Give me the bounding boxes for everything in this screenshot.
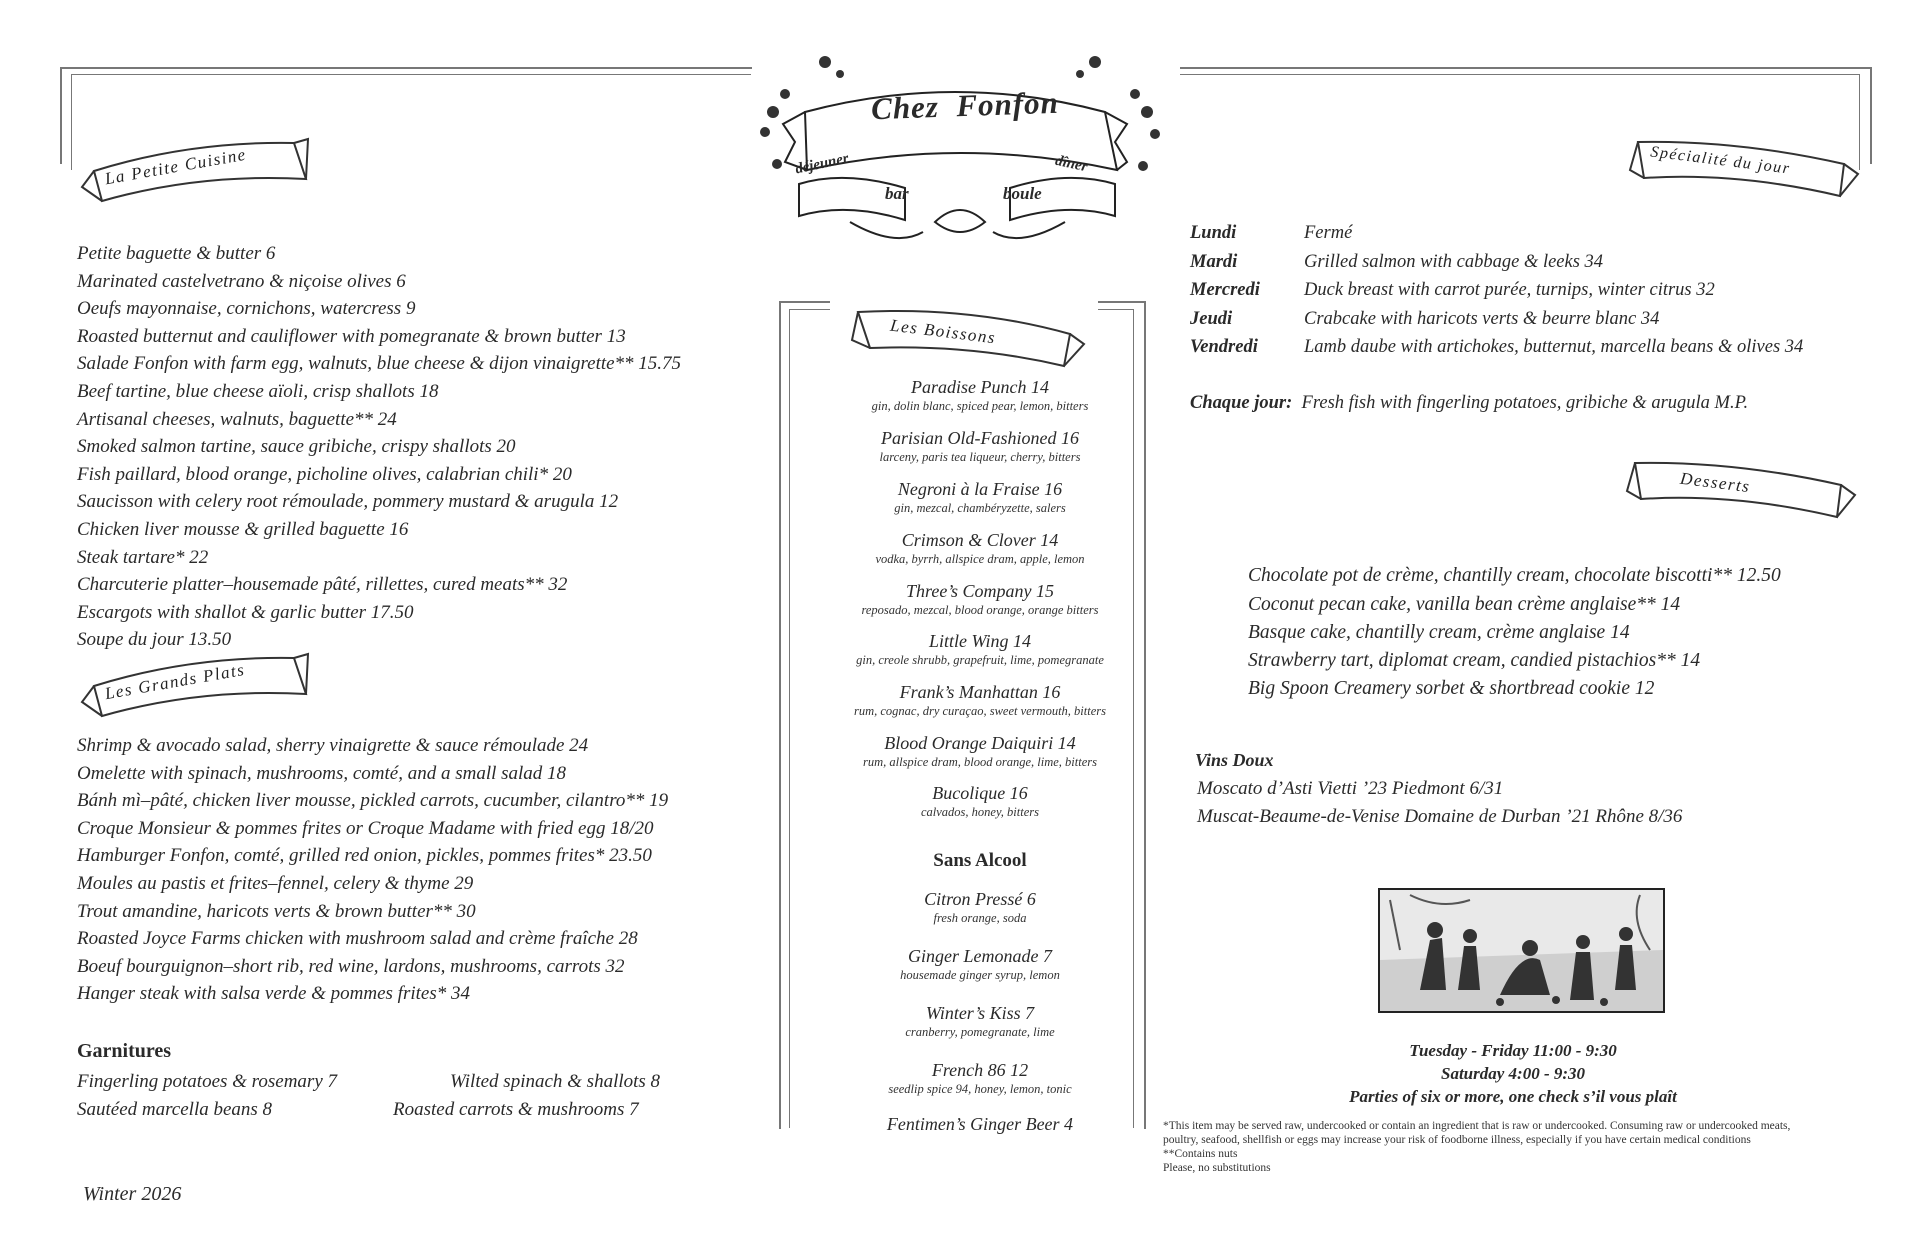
drink-item (790, 888, 1170, 926)
list-item: Roasted butternut and cauliflower with pomegranate & brown butter 13 (77, 325, 626, 347)
special-day: Lundi (1190, 223, 1237, 243)
drink-item (790, 945, 1170, 983)
garniture-item: Wilted spinach & shallots 8 (450, 1071, 661, 1092)
banner-desserts (1625, 457, 1855, 519)
dessert-item: Strawberry tart, diplomat cream, candied pistachios** 14 (1248, 650, 1701, 671)
drink-desc: rum, cognac, dry curaçao, sweet vermouth, bitters (853, 704, 1107, 718)
list-item: Saucisson with celery root rémoulade, pommery mustard & arugula 12 (77, 491, 619, 513)
drink-item (790, 1002, 1170, 1040)
special-row (1190, 280, 1715, 301)
hours-line: Tuesday - Friday 11:00 - 9:30 (1409, 1041, 1617, 1060)
drink-item (790, 1059, 1170, 1097)
list-item: Omelette with spinach, mushrooms, comté, and a small salad 18 (77, 762, 567, 784)
drink-name: Parisian Old-Fashioned 16 (881, 428, 1079, 448)
drink-name: Winter’s Kiss 7 (925, 1003, 1035, 1023)
drink-name: Ginger Lemonade 7 (908, 946, 1052, 966)
banner-specialite-label: Spécialité du jour (1649, 143, 1792, 178)
disclaimer-line: *This item may be served raw, undercooked or contain an ingredient that is raw or undercooked. Consuming raw or undercooked meats, (1163, 1120, 1791, 1132)
banner-grands-plats (80, 650, 310, 718)
dessert-item: Basque cake, chantilly cream, crème anglaise 14 (1248, 622, 1630, 643)
banner-petite-cuisine (80, 135, 310, 203)
logo-ribbon-dejeuner: déjeuner (793, 150, 851, 178)
drink-desc: housemade ginger syrup, lemon (900, 968, 1060, 982)
list-item: Oeufs mayonnaise, cornichons, watercress 9 (77, 298, 416, 320)
drink-desc: gin, creole shrubb, grapefruit, lime, pomegranate (856, 653, 1104, 667)
special-dish: Crabcake with haricots verts & beurre blanc 34 (1304, 309, 1660, 329)
special-row (1190, 252, 1603, 273)
list-item: Marinated castelvetrano & niçoise olives 6 (77, 270, 406, 292)
hours-line: Parties of six or more, one check s’il vous plaît (1349, 1087, 1677, 1106)
drink-name: French 86 12 (931, 1060, 1029, 1080)
drink-item (790, 580, 1170, 618)
boule-illustration (1378, 888, 1665, 1013)
drink-desc: reposado, mezcal, blood orange, orange bitters (861, 603, 1099, 617)
drink-item (790, 782, 1170, 820)
drink-item (790, 529, 1170, 567)
list-item: Chicken liver mousse & grilled baguette 16 (77, 518, 409, 540)
vin-item: Moscato d’Asti Vietti ’23 Piedmont 6/31 (1197, 778, 1504, 799)
list-item: Croque Monsieur & pommes frites or Croque Madame with fried egg 18/20 (77, 817, 654, 839)
drink-desc: fresh orange, soda (933, 911, 1027, 925)
drink-name: Negroni à la Fraise 16 (897, 479, 1063, 499)
list-item: Trout amandine, haricots verts & brown butter** 30 (77, 900, 476, 922)
garniture-item: Roasted carrots & mushrooms 7 (393, 1099, 639, 1120)
list-item: Beef tartine, blue cheese aïoli, crisp shallots 18 (77, 380, 439, 402)
season-label: Winter 2026 (83, 1183, 182, 1205)
disclaimer-line: **Contains nuts (1163, 1148, 1238, 1160)
chaque-jour-label: Chaque jour: (1190, 393, 1293, 413)
special-dish: Lamb daube with artichokes, butternut, marcella beans & olives 34 (1304, 337, 1804, 357)
logo-ribbon-diner: dîner (1053, 152, 1089, 176)
garnitures-title: Garnitures (77, 1040, 172, 1062)
drink-desc: vodka, byrrh, allspice dram, apple, lemon (875, 552, 1085, 566)
list-item: Smoked salmon tartine, sauce gribiche, crispy shallots 20 (77, 436, 516, 458)
drink-desc: seedlip spice 94, honey, lemon, tonic (888, 1082, 1072, 1096)
special-row (1190, 309, 1659, 330)
drink-desc: larceny, paris tea liqueur, cherry, bitters (879, 450, 1081, 464)
hours-line: Saturday 4:00 - 9:30 (1440, 1064, 1586, 1083)
special-dish: Fermé (1304, 223, 1353, 243)
list-item: Artisanal cheeses, walnuts, baguette** 24 (77, 408, 397, 430)
special-dish: Grilled salmon with cabbage & leeks 34 (1304, 252, 1604, 272)
list-item: Boeuf bourguignon–short rib, red wine, lardons, mushrooms, carrots 32 (77, 955, 625, 977)
list-item: Shrimp & avocado salad, sherry vinaigrette & sauce rémoulade 24 (77, 735, 589, 756)
garniture-item: Sautéed marcella beans 8 (77, 1099, 273, 1120)
disclaimer-line: poultry, seafood, shellfish or eggs may increase your risk of foodborne illness, especially if you have certain medical conditions (1163, 1134, 1751, 1146)
drink-item (790, 681, 1170, 719)
special-day: Vendredi (1190, 337, 1258, 357)
list-item: Steak tartare* 22 (77, 546, 209, 568)
drink-desc: calvados, honey, bitters (920, 805, 1040, 819)
dessert-item: Coconut pecan cake, vanilla bean crème anglaise** 14 (1248, 594, 1681, 615)
special-dish: Duck breast with carrot purée, turnips, winter citrus 32 (1304, 280, 1715, 300)
garniture-item: Fingerling potatoes & rosemary 7 (77, 1071, 337, 1092)
drink-name: Bucolique 16 (932, 783, 1028, 803)
banner-boissons-label: Les Boissons (889, 315, 998, 348)
special-row (1190, 337, 1803, 358)
banner-specialite (1628, 136, 1858, 198)
drink-item (790, 376, 1170, 414)
list-item: Escargots with shallot & garlic butter 17.50 (77, 601, 414, 623)
logo-title: Chez Fonfon (870, 84, 1060, 127)
chaque-jour-text: Fresh fish with fingerling potatoes, gribiche & arugula M.P. (1301, 393, 1749, 413)
banner-grands-plats-label: Les Grands Plats (103, 659, 247, 704)
logo-ribbon-bar: bar (885, 184, 909, 203)
list-item: Charcuterie platter–housemade pâté, rillettes, cured meats** 32 (77, 574, 568, 596)
drink-item (790, 478, 1170, 516)
drink-item (790, 427, 1170, 465)
list-item: Soupe du jour 13.50 (77, 629, 232, 651)
drink-desc: gin, mezcal, chambéryzette, salers (894, 501, 1066, 515)
petite-cuisine-list (77, 240, 681, 654)
sans-alcool-title: Sans Alcool (933, 850, 1027, 871)
banner-boissons (850, 304, 1085, 370)
drink-item (790, 630, 1170, 668)
list-item: Moules au pastis et frites–fennel, celery & thyme 29 (77, 872, 474, 894)
logo (755, 52, 1167, 248)
disclaimer-line: Please, no substitutions (1163, 1162, 1271, 1174)
drink-name: Frank’s Manhattan 16 (899, 682, 1061, 702)
drink-name: Blood Orange Daiquiri 14 (884, 733, 1076, 753)
drink-name: Crimson & Clover 14 (901, 530, 1059, 550)
drink-name: Little Wing 14 (928, 631, 1031, 651)
special-day: Jeudi (1190, 309, 1233, 329)
list-item: Hanger steak with salsa verde & pommes frites* 34 (77, 983, 470, 1005)
banner-petite-cuisine-label: La Petite Cuisine (103, 144, 249, 189)
drink-item (790, 732, 1170, 770)
logo-ribbon-boule: boule (1003, 184, 1042, 203)
chaque-jour (1190, 393, 1748, 414)
list-item: Roasted Joyce Farms chicken with mushroom salad and crème fraîche 28 (77, 928, 638, 950)
drink-desc: gin, dolin blanc, spiced pear, lemon, bitters (871, 399, 1089, 413)
list-item: Fish paillard, blood orange, picholine olives, calabrian chili* 20 (77, 463, 572, 485)
drink-name: Three’s Company 15 (906, 581, 1054, 601)
dessert-item: Big Spoon Creamery sorbet & shortbread cookie 12 (1248, 678, 1655, 699)
drink-name: Paradise Punch 14 (911, 377, 1049, 397)
drink-name: Fentimen’s Ginger Beer 4 (886, 1114, 1074, 1134)
drink-desc: cranberry, pomegranate, lime (905, 1025, 1055, 1039)
grands-plats-list (77, 732, 668, 1008)
list-item: Hamburger Fonfon, comté, grilled red onion, pickles, pommes frites* 23.50 (77, 845, 652, 867)
vins-doux-title: Vins Doux (1195, 750, 1274, 770)
vin-item: Muscat-Beaume-de-Venise Domaine de Durban ’21 Rhône 8/36 (1197, 806, 1683, 827)
special-row (1190, 223, 1352, 244)
list-item: Petite baguette & butter 6 (77, 243, 276, 264)
list-item: Salade Fonfon with farm egg, walnuts, blue cheese & dijon vinaigrette** 15.75 (77, 353, 682, 375)
petanque-players-icon (1380, 890, 1663, 1011)
list-item: Bánh mì–pâté, chicken liver mousse, pickled carrots, cucumber, cilantro** 19 (77, 790, 669, 812)
special-day: Mercredi (1190, 280, 1260, 300)
banner-desserts-label: Desserts (1679, 468, 1752, 497)
special-day: Mardi (1190, 252, 1238, 272)
logo-ornament-icon (755, 52, 1167, 248)
dessert-item: Chocolate pot de crème, chantilly cream, chocolate biscotti** 12.50 (1248, 565, 1781, 586)
drink-desc: rum, allspice dram, blood orange, lime, bitters (862, 755, 1097, 769)
drink-name: Citron Pressé 6 (924, 889, 1036, 909)
drink-item (790, 1113, 1170, 1135)
